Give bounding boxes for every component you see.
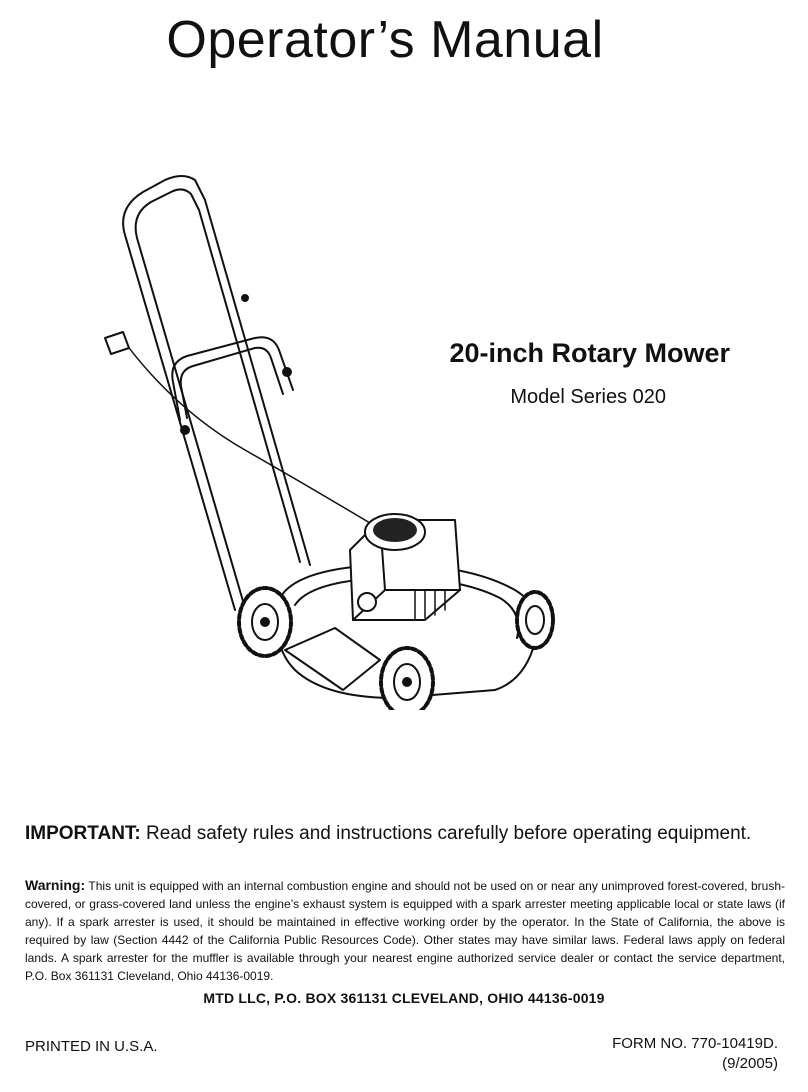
form-date: (9/2005) <box>722 1055 778 1072</box>
printed-in: PRINTED IN U.S.A. <box>25 1038 158 1055</box>
important-text: Read safety rules and instructions carefully before operating equipment. <box>140 823 752 844</box>
front-right-wheel <box>517 592 553 648</box>
product-name: 20-inch Rotary Mower <box>449 338 730 368</box>
engine <box>350 514 460 620</box>
warning-text: This unit is equipped with an internal combustion engine and should not be used on or near any unimproved forest-covered, brush-covered, or grass-covered land unless the engine’s exhaust system is equipped with a spark arrester meeting applicable local or state laws (if any). If a spark arrester is used, it should be maintained in effective working order by the operator. In the State of California, the above is required by law (Section 4442 of the California Public Resources Code). Other states may have similar laws. Federal laws apply on federal lands. A spark arrester for the muffler is available through your nearest engine authorized service dealer or contact the service department, P.O. Box 361131 Cleveland, Ohio 44136-0019. <box>25 879 785 983</box>
important-label: IMPORTANT: <box>25 823 141 844</box>
form-number-block <box>612 1034 778 1074</box>
upper-handle-inner <box>136 189 300 608</box>
form-number: FORM NO. 770-10419D. <box>612 1035 778 1052</box>
warning-label: Warning: <box>25 877 86 893</box>
lawn-mower-illustration-icon <box>95 150 595 710</box>
company-address: MTD LLC, P.O. BOX 361131 CLEVELAND, OHIO 44136-0019 <box>203 990 605 1006</box>
page-title: Operator’s Manual <box>166 11 604 69</box>
lower-handle <box>172 337 293 420</box>
lower-handle-inner <box>181 348 283 418</box>
rear-left-wheel <box>239 588 291 656</box>
warning-notice <box>25 876 785 985</box>
front-left-wheel <box>381 648 433 710</box>
model-series: Model Series 020 <box>510 386 666 408</box>
important-notice <box>25 823 795 845</box>
